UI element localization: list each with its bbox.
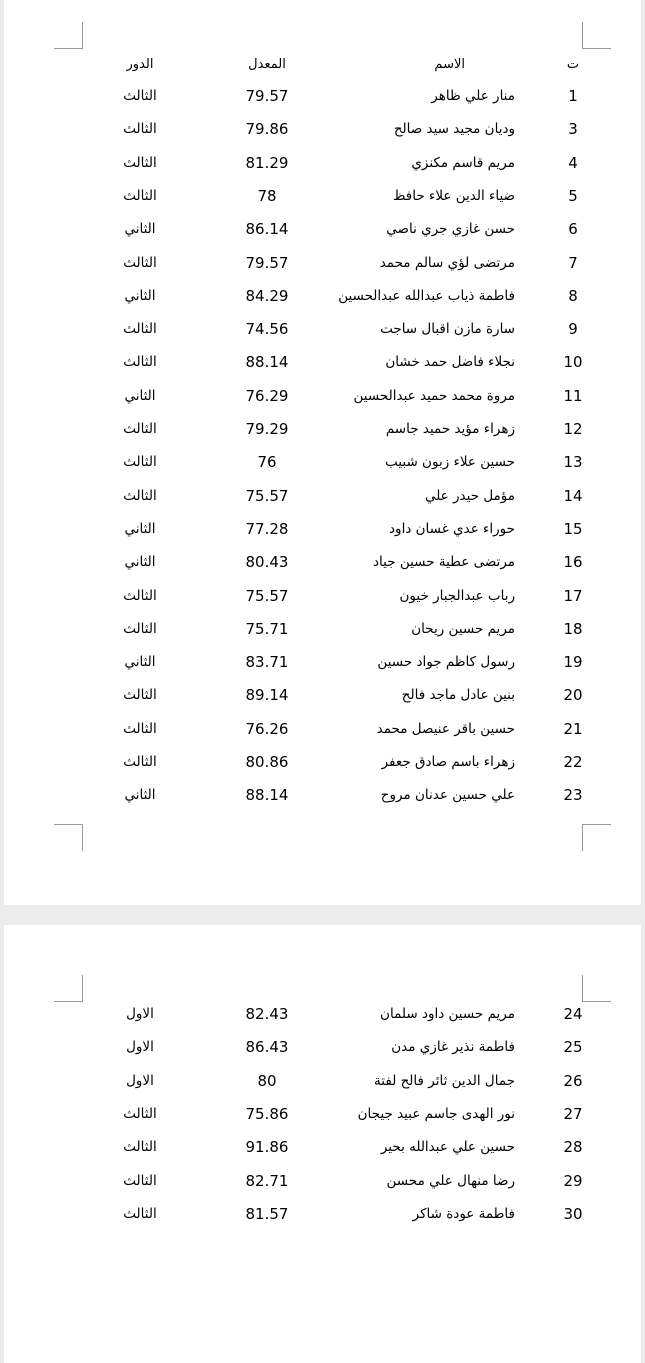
exam-round: الثالث [123, 187, 157, 204]
row-number: 6 [568, 220, 578, 239]
document-page-2 [4, 925, 641, 1363]
student-average: 88.14 [245, 353, 289, 372]
page-corner-mark [54, 824, 83, 851]
document-page-1 [4, 0, 641, 905]
row-number: 3 [568, 120, 578, 139]
row-number: 26 [563, 1071, 583, 1090]
student-average: 86.14 [245, 220, 289, 239]
row-number: 28 [563, 1138, 583, 1157]
student-name: مريم قاسم مكنزي [411, 154, 515, 171]
exam-round: الثاني [124, 520, 156, 537]
student-average: 77.28 [245, 519, 289, 538]
student-average: 79.86 [245, 120, 289, 139]
row-number: 25 [563, 1038, 583, 1057]
student-name: زهراء مؤيد حميد جاسم [385, 421, 515, 437]
exam-round: الثالث [123, 720, 157, 737]
student-average: 75.71 [245, 619, 289, 638]
row-number: 8 [568, 286, 578, 305]
student-name: حسين باقر عنيصل محمد [376, 720, 515, 737]
exam-round: الثالث [123, 620, 157, 637]
exam-round: الثالث [123, 687, 157, 704]
row-number: 18 [563, 619, 583, 638]
student-average: 82.43 [245, 1005, 289, 1023]
table-row [4, 213, 641, 246]
exam-round: الاول [126, 1039, 154, 1056]
row-number: 5 [568, 186, 578, 205]
exam-round: الثاني [124, 554, 156, 571]
table-row [4, 380, 641, 413]
table-row [4, 80, 641, 113]
page-corner-mark [582, 22, 611, 49]
exam-round: الثالث [123, 754, 157, 770]
exam-round: الثالث [123, 1139, 157, 1156]
student-name: نور الهدى جاسم عبيد جيجان [357, 1105, 515, 1122]
table-header [4, 48, 641, 81]
student-average: 79.57 [245, 253, 289, 272]
student-name: علي حسين عدنان مروح [380, 787, 515, 804]
exam-round: الثاني [124, 287, 156, 304]
table-row [4, 613, 641, 646]
student-name: رسول كاظم جواد حسين [377, 654, 515, 671]
row-number: 24 [563, 1005, 583, 1023]
student-name: مؤمل حيدر علي [424, 487, 515, 504]
student-average: 80.86 [245, 753, 289, 771]
student-average: 76 [257, 453, 277, 472]
exam-round: الثالث [123, 121, 157, 138]
student-average: 78 [257, 186, 277, 205]
student-name: منار علي ظاهر [431, 88, 515, 104]
table-row [4, 446, 641, 479]
student-average: 91.86 [245, 1138, 289, 1157]
student-average: 83.71 [245, 653, 289, 672]
student-name: مرتضى عطية حسين جياد [373, 554, 515, 571]
student-average: 81.57 [245, 1204, 289, 1223]
student-average: 79.29 [245, 420, 289, 438]
student-name: نجلاء فاضل حمد خشان [385, 354, 515, 371]
exam-round: الثالث [123, 1105, 157, 1122]
student-average: 88.14 [245, 786, 289, 805]
student-average: 82.71 [245, 1171, 289, 1190]
row-number: 30 [563, 1204, 583, 1223]
exam-round: الثالث [123, 88, 157, 104]
row-number: 19 [563, 653, 583, 672]
exam-round: الثالث [123, 254, 157, 271]
table-row [4, 1031, 641, 1064]
table-row [4, 113, 641, 146]
student-name: ضياء الدين علاء حافظ [392, 187, 515, 204]
table-row [4, 247, 641, 280]
table-row [4, 280, 641, 313]
student-name: زهراء باسم صادق جعفر [381, 754, 515, 770]
row-number: 21 [563, 719, 583, 738]
student-name: رضا منهال علي محسن [386, 1172, 515, 1189]
student-average: 74.56 [245, 320, 289, 339]
exam-round: الثاني [124, 654, 156, 671]
exam-round: الثاني [124, 387, 156, 404]
table-row [4, 1098, 641, 1131]
table-row [4, 346, 641, 379]
table-row [4, 779, 641, 812]
page-corner-mark [54, 22, 83, 49]
table-row [4, 480, 641, 513]
row-number: 12 [563, 420, 583, 438]
exam-round: الثالث [123, 354, 157, 371]
table-row [4, 998, 641, 1031]
student-average: 76.29 [245, 386, 289, 405]
student-average: 76.26 [245, 719, 289, 738]
student-name: مرتضى لؤي سالم محمد [379, 254, 515, 271]
exam-round: الثاني [124, 221, 156, 238]
exam-round: الثالث [123, 154, 157, 171]
row-number: 15 [563, 519, 583, 538]
student-average: 75.57 [245, 586, 289, 605]
table-row [4, 513, 641, 546]
student-average: 75.86 [245, 1104, 289, 1123]
row-number: 10 [563, 353, 583, 372]
table-row [4, 1198, 641, 1231]
row-number: 17 [563, 586, 583, 605]
table-row [4, 180, 641, 213]
student-average: 80.43 [245, 553, 289, 572]
student-average: 75.57 [245, 486, 289, 505]
student-name: حسين علي عبدالله بحير [380, 1139, 515, 1156]
row-number: 23 [563, 786, 583, 805]
student-name: رباب عبدالجبار خيون [399, 587, 515, 604]
row-number: 27 [563, 1104, 583, 1123]
student-name: حوراء عدي غسان داود [389, 520, 515, 537]
student-name: وديان مجيد سيد صالح [393, 121, 515, 138]
exam-round: الثالث [123, 1172, 157, 1189]
student-average: 79.57 [245, 87, 289, 105]
row-number: 14 [563, 486, 583, 505]
table-row [4, 413, 641, 446]
student-name: مريم حسين ريحان [411, 620, 515, 637]
student-average: 89.14 [245, 686, 289, 705]
exam-round: الاول [126, 1006, 154, 1022]
exam-round: الثالث [123, 321, 157, 338]
table-row [4, 746, 641, 779]
exam-round: الثالث [123, 454, 157, 471]
table-row [4, 580, 641, 613]
exam-round: الاول [126, 1072, 154, 1089]
row-number: 29 [563, 1171, 583, 1190]
student-name: مروة محمد حميد عبدالحسين [353, 387, 515, 404]
row-number: 1 [568, 87, 578, 105]
table-row [4, 1065, 641, 1098]
table-row [4, 313, 641, 346]
row-number: 16 [563, 553, 583, 572]
row-number: 9 [568, 320, 578, 339]
exam-round: الثالث [123, 487, 157, 504]
header-average: المعدل [248, 57, 286, 72]
row-number: 4 [568, 153, 578, 172]
student-name: مريم حسين داود سلمان [380, 1006, 515, 1022]
student-name: حسن غازي جري ناصي [386, 221, 515, 238]
student-name: فاطمة عودة شاكر [412, 1205, 515, 1222]
row-number: 7 [568, 253, 578, 272]
student-average: 81.29 [245, 153, 289, 172]
table-row [4, 147, 641, 180]
student-average: 86.43 [245, 1038, 289, 1057]
row-number: 13 [563, 453, 583, 472]
table-row [4, 713, 641, 746]
exam-round: الثالث [123, 1205, 157, 1222]
student-name: جمال الدين ثائر فالح لفتة [374, 1072, 515, 1089]
student-name: بنين عادل ماجد فالح [401, 687, 515, 704]
student-average: 84.29 [245, 286, 289, 305]
student-name: فاطمة ذياب عبدالله عبدالحسين [338, 287, 515, 304]
row-number: 11 [563, 386, 583, 405]
exam-round: الثالث [123, 421, 157, 437]
exam-round: الثالث [123, 587, 157, 604]
row-number: 22 [563, 753, 583, 771]
header-round: الدور [126, 57, 154, 72]
table-row [4, 1131, 641, 1164]
row-number: 20 [563, 686, 583, 705]
student-average: 80 [257, 1071, 277, 1090]
exam-round: الثاني [124, 787, 156, 804]
page-corner-mark [582, 824, 611, 851]
header-number: ت [566, 57, 580, 72]
table-row [4, 546, 641, 579]
header-name: الاسم [434, 57, 465, 72]
student-name: سارة مازن اقبال ساجت [380, 321, 515, 338]
table-row [4, 679, 641, 712]
table-row [4, 1165, 641, 1198]
student-name: حسين علاء زبون شبيب [385, 454, 515, 471]
table-row [4, 646, 641, 679]
student-name: فاطمة نذير غازي مدن [391, 1039, 515, 1056]
